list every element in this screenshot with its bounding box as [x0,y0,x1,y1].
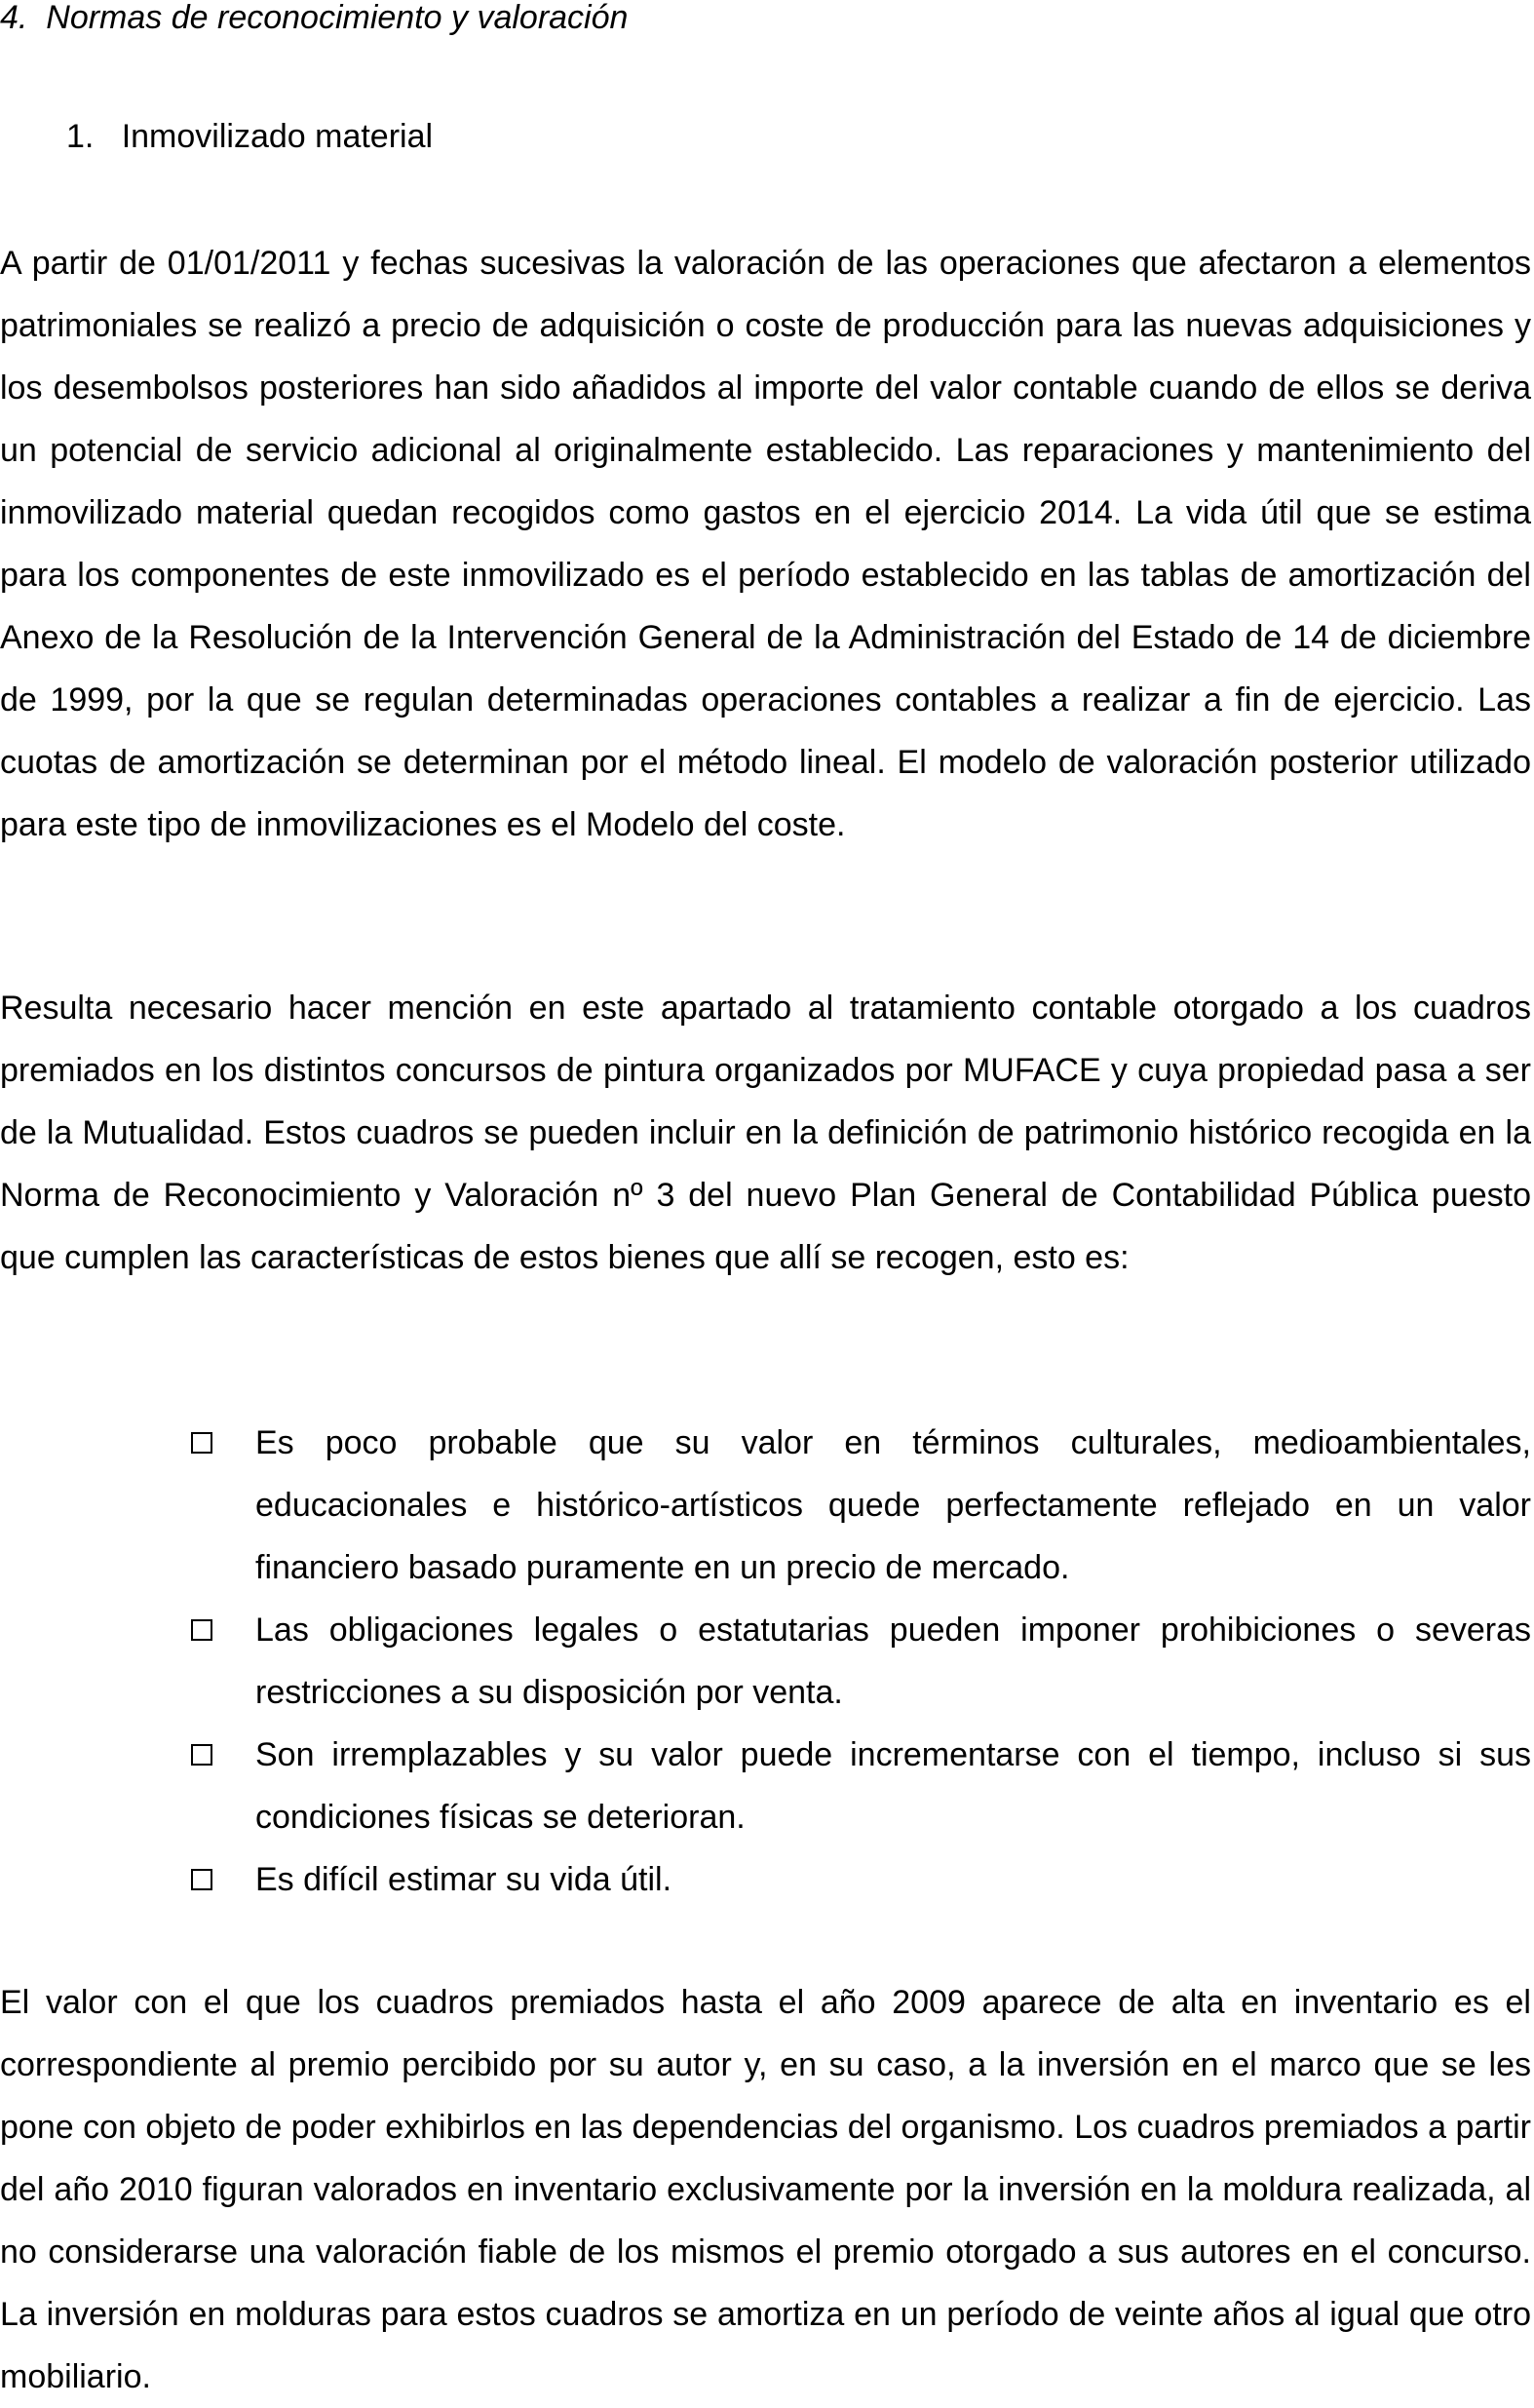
subsection-number: 1. [66,118,95,155]
list-item-text: Son irremplazables y su valor puede incrementarse con el tiempo, incluso si sus condiciones físicas se deterioran. [255,1736,1531,1836]
checkbox-bullet-icon [191,1432,212,1454]
checkbox-bullet-icon [191,1869,212,1890]
section-title-text: Normas de reconocimiento y valoración [46,0,629,36]
checkbox-bullet-icon [191,1619,212,1641]
list-item-text: Es difícil estimar su vida útil. [255,1861,672,1898]
subsection-heading [66,117,433,156]
paragraph-inventory-value: El valor con el que los cuadros premiados hasta el año 2009 aparece de alta en inventario es el correspondiente al premio percibido por su autor y, en su caso, a la inversión en el marco que se les pone con objeto de poder exhibirlos en las dependencias del organismo. Los cuadros premiados a partir del año 2010 figuran valorados en inventario exclusivamente por la inversión en la moldura realizada, al no considerarse una valoración fiable de los mismos el premio otorgado a sus autores en el concurso. La inversión en molduras para estos cuadros se amortiza en un período de veinte años al igual que otro mobiliario. [0,1984,1531,2395]
paragraph-valuation: A partir de 01/01/2011 y fechas sucesivas la valoración de las operaciones que afectaron a elementos patrimoniales se realizó a precio de adquisición o coste de producción para las nuevas adquisiciones y los desembolsos posteriores han sido añadidos al importe del valor contable cuando de ellos se deriva un potencial de servicio adicional al originalmente establecido. Las reparaciones y mantenimiento del inmovilizado material quedan recogidos como gastos en el ejercicio 2014. La vida útil que se estima para los componentes de este inmovilizado es el período establecido en las tablas de amortización del Anexo de la Resolución de la Intervención General de la Administración del Estado de 14 de diciembre de 1999, por la que se regulan determinadas operaciones contables a realizar a fin de ejercicio. Las cuotas de amortización se determinan por el método lineal. El modelo de valoración posterior utilizado para este tipo de inmovilizaciones es el Modelo del coste. [0,245,1531,843]
list-item [191,1599,1531,1724]
paragraph-paintings: Resulta necesario hacer mención en este apartado al tratamiento contable otorgado a los cuadros premiados en los distintos concursos de pintura organizados por MUFACE y cuya propiedad pasa a ser de la Mutualidad. Estos cuadros se pueden incluir en la definición de patrimonio histórico recogida en la Norma de Reconocimiento y Valoración nº 3 del nuevo Plan General de Contabilidad Pública puesto que cumplen las características de estos bienes que allí se recogen, esto es: [0,990,1531,1276]
section-number: 4. [0,0,28,36]
characteristics-list [191,1412,1531,1911]
list-item [191,1724,1531,1848]
subsection-title-text: Inmovilizado material [121,118,434,155]
section-heading [0,0,628,37]
checkbox-bullet-icon [191,1744,212,1766]
list-item [191,1848,1531,1911]
list-item [191,1412,1531,1599]
list-item-text: Es poco probable que su valor en términos culturales, medioambientales, educacionales e histórico-artísticos quede perfectamente reflejado en un valor financiero basado puramente en un precio de mercado. [255,1424,1531,1586]
list-item-text: Las obligaciones legales o estatutarias pueden imponer prohibiciones o severas restricciones a su disposición por venta. [255,1612,1531,1711]
